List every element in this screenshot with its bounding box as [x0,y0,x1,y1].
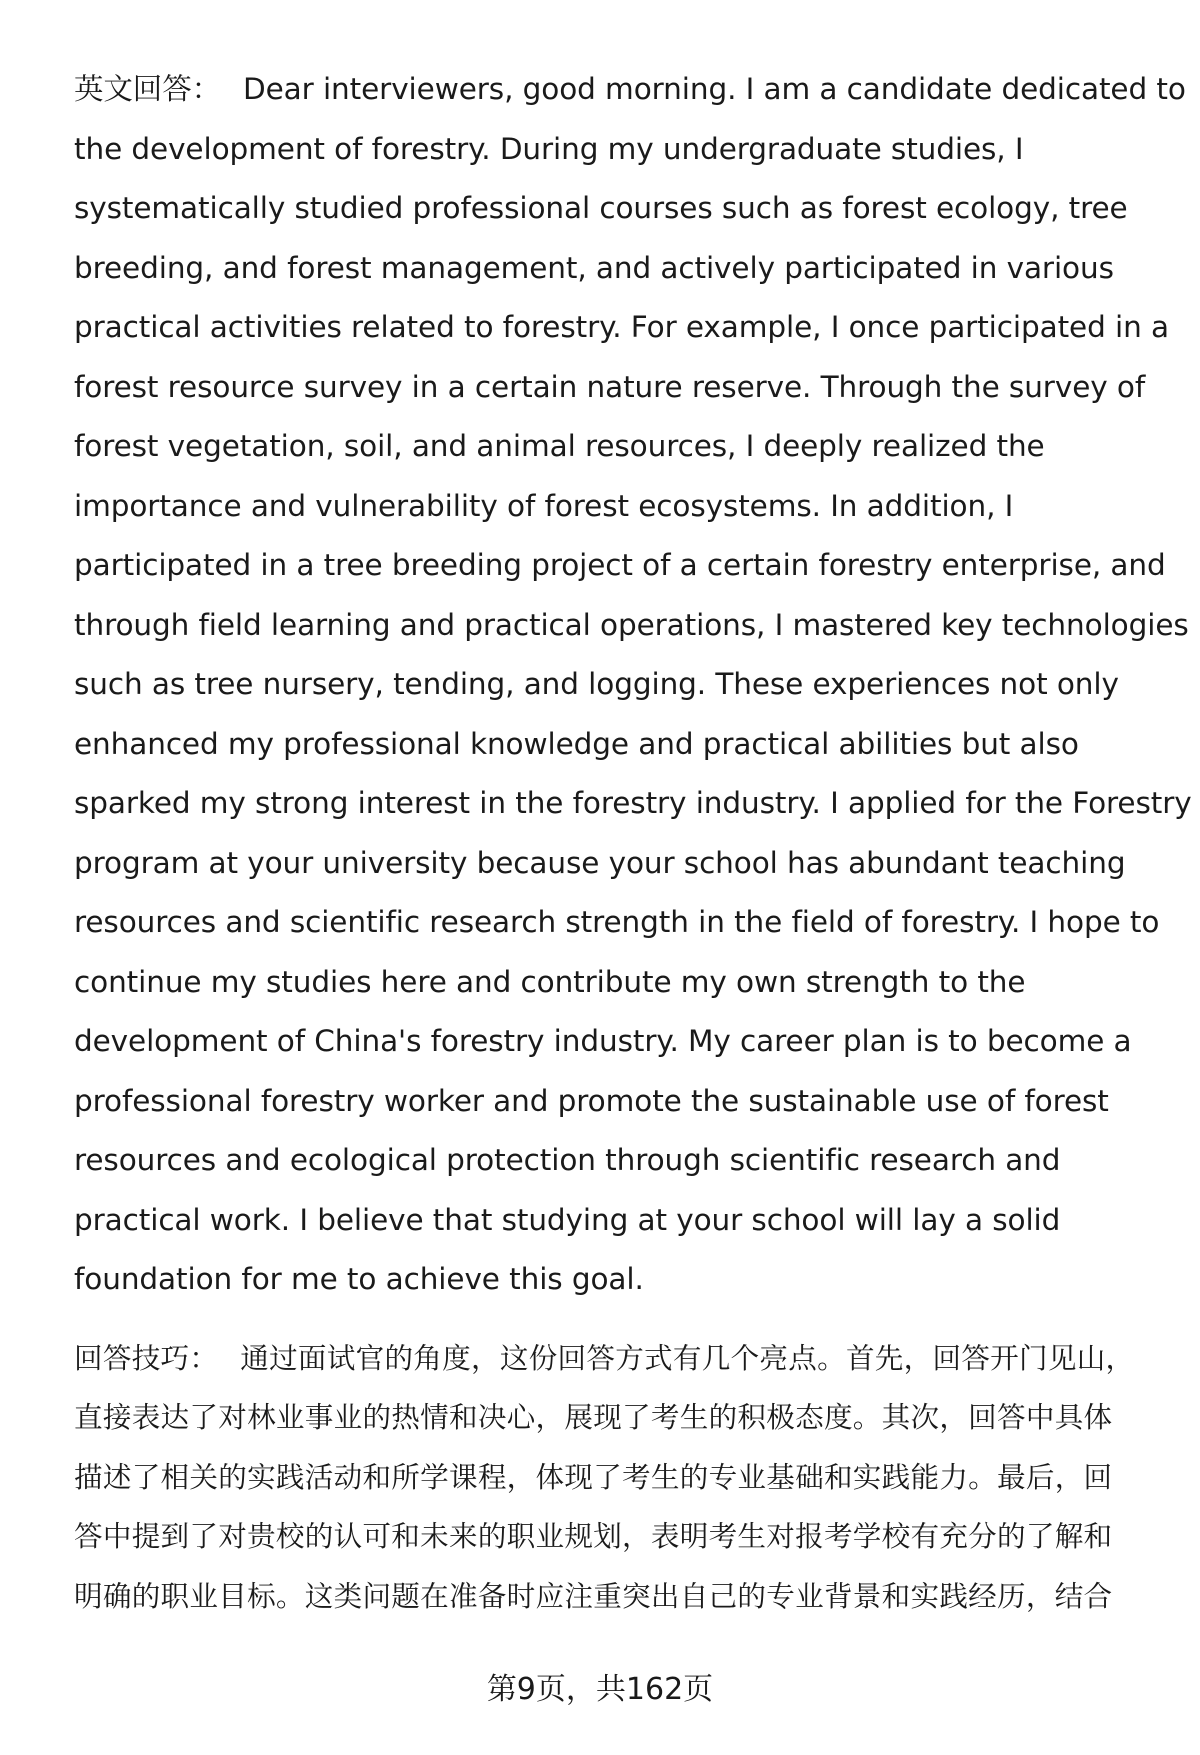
english-answer-line: resources and scientific research strength in the field of forestry. I hope to [74,905,1160,939]
english-answer-line: importance and vulnerability of forest ecosystems. In addition, I [74,488,1014,523]
answer-tips-line: 直接表达了对林业事业的热情和决心，展现了考生的积极态度。其次，回答中具体 [74,1400,1113,1434]
answer-tips-line: 描述了相关的实践活动和所学课程，体现了考生的专业基础和实践能力。最后，回 [74,1459,1113,1494]
english-answer-line: professional forestry worker and promote the sustainable use of forest [74,1083,1109,1118]
english-answer-line: participated in a tree breeding project of a certain forestry enterprise, and [74,548,1166,582]
answer-tips-line: 回答技巧： 通过面试官的角度，这份回答方式有几个亮点。首先，回答开门见山， [74,1340,1135,1375]
english-answer-line: foundation for me to achieve this goal. [74,1262,644,1296]
english-answer-line: practical work. I believe that studying at your school will lay a solid [74,1202,1061,1237]
page-number: 第9页，共162页 [486,1672,714,1707]
document-page [74,60,1192,1626]
english-answer-line: resources and ecological protection through scientific research and [74,1143,1061,1177]
english-answer-line: the development of forestry. During my undergraduate studies, I [74,131,1024,166]
english-answer-line: continue my studies here and contribute my own strength to the [74,964,1026,999]
english-answer-line: development of China's forestry industry. My career plan is to become a [74,1024,1132,1058]
english-answer-line: practical activities related to forestry. For example, I once participated in a [74,310,1169,344]
english-answer-line: program at your university because your school has abundant teaching [74,845,1126,880]
answer-tips-section [74,1329,1154,1627]
english-answer-line: 英文回答： Dear interviewers, good morning. I am a candidate dedicated to [74,72,1186,106]
answer-tips-line: 答中提到了对贵校的认可和未来的职业规划，表明考生对报考学校有充分的了解和 [74,1519,1113,1553]
answer-tips-line: 明确的职业目标。这类问题在准备时应注重突出自己的专业背景和实践经历，结合 [74,1578,1113,1613]
english-answer-line: breeding, and forest management, and actively participated in various [74,250,1114,285]
english-answer-label: 英文回答： [74,72,222,106]
english-answer-line: enhanced my professional knowledge and practical abilities but also [74,726,1079,761]
english-answer-line: through field learning and practical operations, I mastered key technologies [74,607,1189,642]
english-answer-line: forest resource survey in a certain nature reserve. Through the survey of [74,369,1146,404]
answer-tips-label: 回答技巧： [74,1340,219,1375]
english-answer-line: forest vegetation, soil, and animal resources, I deeply realized the [74,429,1045,463]
english-answer-section [74,60,1192,1310]
english-answer-line: such as tree nursery, tending, and logging. These experiences not only [74,667,1119,701]
english-answer-line: sparked my strong interest in the forestry industry. I applied for the Forestry [74,786,1192,820]
english-answer-line: systematically studied professional courses such as forest ecology, tree [74,191,1128,225]
